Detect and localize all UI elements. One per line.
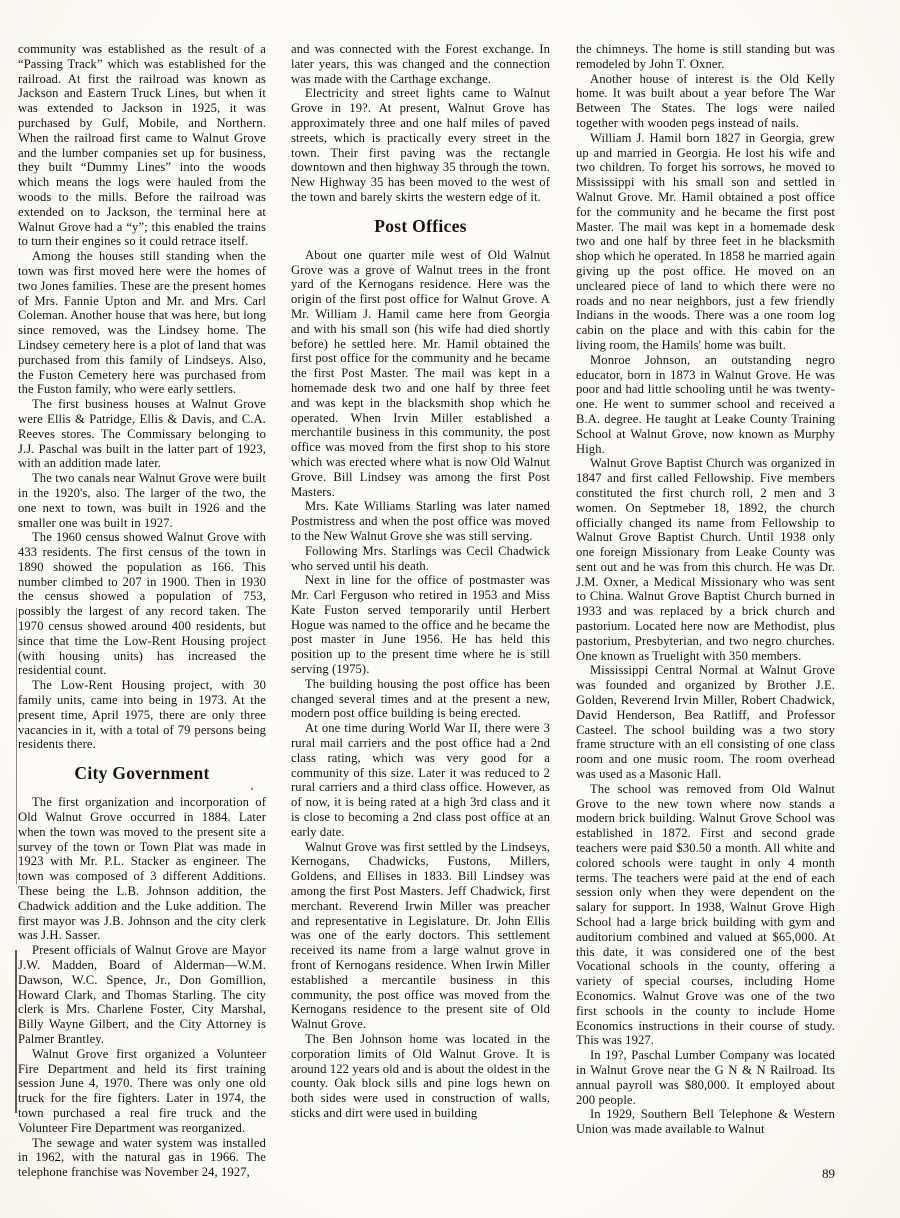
paragraph: The school was removed from Old Walnut Grove to the new town where now stands a modern brick building. Walnut Grove School was established in 1872. First and second grade teachers were paid $30.50 a month. All white and colored schools were taught in only 4 month terms. The teachers were paid at the end of each session only when they were dependent on the salary for support. In 1938, Walnut Grove High School had a large brick building with gym and auditorium combined and valued at $65,000. At this date, it was considered one of the best Vocational schools in the county, offering a variety of special courses, including Home Economics. Walnut Grove was one of the two first schools in the county to include Home Economics instructions in their course of study. This was 1927. bbox=[576, 781, 835, 1048]
paragraph: The first organization and incorporation of Old Walnut Grove occurred in 1884. Later when the town was moved to the present site a survey of the town or Town Plat was made in 1923 with Mr. P.L. Stacker as engineer. The town was composed of 3 different Additions. These being the L.B. Johnson addition, the Chadwick addition and the Luke addition. The first mayor was J.B. Johnson and the city clerk was J.H. Sasser. bbox=[18, 795, 266, 943]
scan-artifact-line bbox=[15, 950, 17, 1113]
paragraph: William J. Hamil born 1827 in Georgia, grew up and married in Georgia. He lost his wife and two children. To forget his sorrows, he moved to Mississippi with his small son and settled in Walnut Grove. Mr. Hamil obtained a post office for the community and he became the first post Master. The mail was kept in a homemade desk two and one half by three feet in he blacksmith shop which he operated. In 1858 he married again giving up the post office. He moved on an uncleared piece of land to which there were no roads and no near neighbors, just a few friendly Indians in the woods. There was a one room log cabin on the place and with this cabin for the living room, the Hamils' home was built. bbox=[576, 130, 835, 352]
paragraph: community was established as the result of a “Passing Track” which was established for the railroad. At first the railroad was known as Jackson and Eastern Truck Lines, but when it was extended to Jackson in 1925, it was purchased by Gulf, Mobile, and Northern. When the railroad first came to Walnut Grove and the lumber companies set up for business, they built “Dummy Lines” into the woods which means the logs were hauled from the woods to the mills. Before the railroad was extended on to Jackson, the terminal here at Walnut Grove had a “y”; this enabled the trains to turn their engines so it could retrace itself. bbox=[18, 42, 266, 249]
paragraph: and was connected with the Forest exchange. In later years, this was changed and the connection was made with the Carthage exchange. bbox=[291, 42, 550, 86]
section-heading-city-government: City Government bbox=[74, 763, 210, 784]
paragraph: The first business houses at Walnut Grove were Ellis & Patridge, Ellis & Davis, and C.A. Reeves stores. The Commissary belonging to J.J. Paschal was built in the latter part of 1923, with an addition made later. bbox=[18, 397, 266, 471]
stray-ink-mark: , bbox=[250, 777, 256, 793]
paragraph: At one time during World War II, there were 3 rural mail carriers and the post office had a 2nd class rating, which was very good for a community of this size. Later it was reduced to 2 rural carriers and a third class office. However, as of now, it is being rated at a high 3rd class and it is close to becoming a 2nd class post office at an early date. bbox=[291, 721, 550, 839]
paragraph: Walnut Grove Baptist Church was organized in 1847 and first called Fellowship. Five members constituted the first church roll, 2 men and 3 women. On Septmeber 18, 1892, the church officially changed its name from Fellowship to Walnut Grove Baptist Church. Until 1938 only one foreign Missionary from Leake County was sent out and he was from this church. He was Dr. J.M. Oxner, a Medical Missionary who was sent to China. Walnut Grove Baptist Church burned in 1933 and was replaced by a brick church and pastorium. Located here now are Methodist, plus pastorium, Presbyterian, and two negro churches. One known as Truelight with 350 members. bbox=[576, 456, 835, 663]
paragraph: Walnut Grove was first settled by the Lindseys, Kernogans, Chadwicks, Fustons, Millers, Goldens, and Ellises in 1833. Bill Lindsey was among the first Post Masters. Jeff Chadwick, first merchant. Reverend Irwin Miller was preacher and representative in Legislature. Dr. John Ellis was one of the early doctors. This settlement received its name from a large walnut grove in front of Kernogans residence. When Irwin Miller established a mercantile business in this community, the post office was moved from the Kernogans residence to the present site of Old Walnut Grove. bbox=[291, 839, 550, 1032]
paragraph: About one quarter mile west of Old Walnut Grove was a grove of Walnut trees in the front yard of the Kernogans residence. Here was the origin of the first post office for Walnut Grove. A Mr. William J. Hamil came here from Georgia and with his small son (his wife had died shortly before) he settled here. Mr. Hamil obtained the first post office for the community and he became the first Post Master. The mail was kept in a homemade desk two and one half by three feet and was kept in the blacksmith shop which he operated. When Irvin Miller established a merchantile business in this community, the post office was moved from the first shop to his store which was erected where what is now Old Walnut Grove. Bill Lindsey was among the first Post Masters. bbox=[291, 247, 550, 499]
paragraph: the chimneys. The home is still standing but was remodeled by John T. Oxner. bbox=[576, 42, 835, 71]
paragraph: The 1960 census showed Walnut Grove with 433 residents. The first census of the town in 1890 showed the population as 166. This number climbed to 207 in 1900. Then in 1930 the census showed a population of 753, possibly the largest of any record taken. The 1970 census showed around 400 residents, but since that time the Low-Rent Housing project (with housing units) has increased the residential count. bbox=[18, 530, 266, 678]
paragraph: Mrs. Kate Williams Starling was later named Postmistress and when the post office was moved to the New Walnut Grove she was still serving. bbox=[291, 499, 550, 543]
scan-artifact-line bbox=[16, 608, 17, 884]
paragraph: Among the houses still standing when the town was first moved here were the homes of two Jones families. These are the present homes of Mrs. Fannie Upton and Mr. and Mrs. Carl Coleman. Another house that was here, but long since removed, was the Lindsey home. The Lindsey cemetery here is a plot of land that was purchased from this family of Lindseys. Also, the Fuston Cemetery here was purchased from the Fuston family, who were early settlers. bbox=[18, 249, 266, 397]
paragraph: In 19?, Paschal Lumber Company was located in Walnut Grove near the G N & N Railroad. Its annual payroll was $80,000. It employed about 200 people. bbox=[576, 1048, 835, 1107]
paragraph: Following Mrs. Starlings was Cecil Chadwick who served until his death. bbox=[291, 543, 550, 573]
paragraph: Another house of interest is the Old Kelly home. It was built about a year before The War Between The States. The logs were nailed together with wooden pegs instead of nails. bbox=[576, 71, 835, 130]
paragraph: Monroe Johnson, an outstanding negro educator, born in 1873 in Walnut Grove. He was poor and had little schooling until he was twenty-one. He went to summer school and received a B.A. degree. He taught at Leake County Training School at Walnut Grove, now known as Murphy High. bbox=[576, 352, 835, 456]
page-number: 89 bbox=[822, 1166, 835, 1181]
paragraph: Mississippi Central Normal at Walnut Grove was founded and organized by Brother J.E. Golden, Reverend Irvin Miller, Robert Chadwick, David Henderson, Bea Ratliff, and Professor Casteel. The school building was a two story frame structure with an ell consisting of one class room and one music room. The room overhead was used as a Masonic Hall. bbox=[576, 663, 835, 782]
paragraph: The building housing the post office has been changed several times and at the present a new, modern post office building is being erected. bbox=[291, 676, 550, 721]
paragraph: In 1929, Southern Bell Telephone & Western Union was made available to Walnut bbox=[576, 1107, 835, 1137]
paragraph: Next in line for the office of postmaster was Mr. Carl Ferguson who retired in 1953 and Miss Kate Fuston served temporarily until Herbert Hogue was named to the office and he became the post master in June 1956. He has held this position up to the present time where he is still serving (1975). bbox=[291, 573, 550, 677]
paragraph: Present officials of Walnut Grove are Mayor J.W. Madden, Board of Alderman—W.M. Dawson, W.C. Spence, Jr., Don Gomillion, Howard Clark, and Thomas Starling. The city clerk is Mrs. Charlene Foster, City Marshal, Billy Wayne Gilbert, and the City Attorney is Palmer Brantley. bbox=[18, 943, 266, 1046]
column-left bbox=[18, 42, 266, 1192]
paragraph: The Low-Rent Housing project, with 30 family units, came into being in 1973. At the present time, April 1975, there are only three vacancies in it, with a total of 79 persons being residents there. bbox=[18, 678, 266, 752]
paragraph: Walnut Grove first organized a Volunteer Fire Department and held its first training session June 4, 1970. There was only one old truck for the fire fighters. Later in 1974, the town purchased a real fire truck and the Volunteer Fire Department was reorganized. bbox=[18, 1046, 266, 1135]
column-middle bbox=[291, 42, 550, 1192]
column-right bbox=[576, 42, 835, 1192]
section-heading-post-offices: Post Offices bbox=[374, 215, 467, 236]
paragraph: The Ben Johnson home was located in the corporation limits of Old Walnut Grove. It is around 122 years old and is about the oldest in the county. Oak block sills and pine logs hewn on both sides were used in construction of walls, sticks and dirt were used in building bbox=[291, 1032, 550, 1120]
paragraph: Electricity and street lights came to Walnut Grove in 19?. At present, Walnut Grove has approximately three and one half miles of paved streets, which is practically every street in the town. Their first paving was the rectangle downtown and then highway 35 through the town. New Highway 35 has been moved to the west of the town and barely skirts the western edge of it. bbox=[291, 86, 550, 204]
paragraph: The two canals near Walnut Grove were built in the 1920's, also. The larger of the two, the one next to town, was built in 1926 and the smaller one was built in 1927. bbox=[18, 471, 266, 530]
paragraph: The sewage and water system was installed in 1962, with the natural gas in 1966. The telephone franchise was November 24, 1927, bbox=[18, 1135, 266, 1180]
